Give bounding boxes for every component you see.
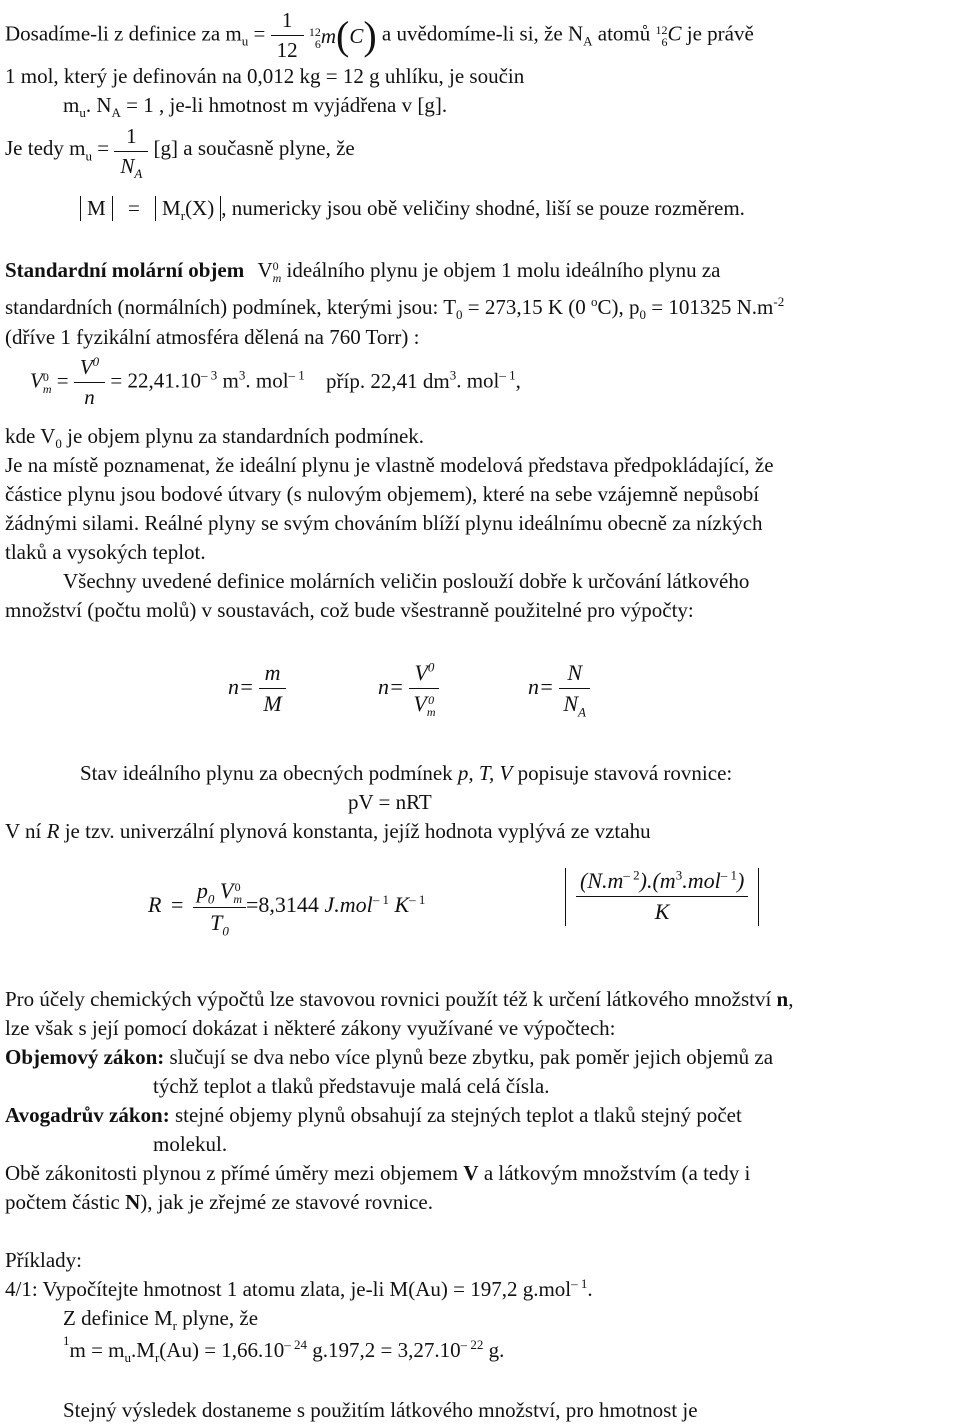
formula-n-particles: n= $\frac{N}{N_A}$ — [528, 660, 590, 718]
laws-line-2: lze však s její pomocí dokázat i některé zákony využívané ve výpočtech: — [5, 1016, 616, 1040]
example-step-2: $^1m = m_u.M_r(Au) = 1,66.10^{- 24}$ $g.197,2 = 3,27.10^{- 22}$ g. — [63, 1333, 505, 1366]
text: a uvědomíme-li si, že N — [381, 21, 584, 46]
intro-line-3: $m_u$. $N_A = 1$ , je-li hmotnost m vyjádřena v [g]. — [63, 93, 448, 121]
fraction: $\frac{V^0}{n}$ — [74, 355, 105, 410]
isotope-numbers: 12 6 — [655, 22, 668, 49]
text: Dosadíme-li z definice za m — [5, 21, 242, 46]
subscript: u — [241, 33, 249, 49]
intro-line-5: $M = M_r(X)$ , numericky jsou obě veličiny shodné, liší se pouze rozměrem. — [80, 196, 745, 221]
ideal-line-3: žádnými silami. Reálné plyny se svým chováním blíží plynu ideálnímu obecně za nízkých — [5, 511, 763, 535]
text: atomů — [592, 21, 656, 46]
example-last-line: Stejný výsledek dostaneme s použitím látkového množství, pro hmotnost je — [63, 1398, 698, 1422]
text: je právě — [681, 21, 754, 46]
state-equation: pV = nRT — [348, 790, 432, 814]
example-4-1: 4/1: Vypočítejte hmotnost 1 atomu zlata, je-li M(Au) = 197,2 g.mol$^{- 1}$. — [5, 1276, 593, 1301]
state-line-1: Stav ideálního plynu za obecných podmínek p, T, V popisuje stavová rovnice: — [80, 761, 733, 785]
fraction: $\frac{1}{12}$ — [271, 8, 304, 63]
ideal-line-5: Všechny uvedené definice molárních veličin poslouží dobře k určování látkového — [63, 569, 750, 593]
intro-line-4: Je tedy $m_u$ = $\frac{1}{N_A}$ [g] a současně plyne, že — [5, 124, 355, 182]
molar-line-1: Standardní molární objem V0 m ideálního plynu je objem 1 molu ideálního plynu za — [5, 258, 721, 286]
avogadro-law: Avogadrův zákon: stejné objemy plynů obsahují za stejných teplot a tlaků stejný počet — [5, 1103, 742, 1127]
molar-volume-title: Standardní molární objem — [5, 258, 245, 282]
ideal-line-2: částice plynu jsou bodové útvary (s nulovým objemem), které na sebe vzájemně nepůsobí — [5, 482, 760, 506]
abs-M: M — [80, 196, 113, 221]
examples-title: Příklady: — [5, 1248, 82, 1272]
isotope-expression: 12 6m(C) — [308, 12, 377, 58]
abs-Mr: $M_r(X)$ — [155, 196, 221, 221]
state-line-3: V ní R je tzv. univerzální plynová konstanta, jejíž hodnota vyplývá ze vztahu — [5, 819, 651, 843]
ideal-line-4: tlaků a vysokých teplot. — [5, 540, 206, 564]
formula-n-mass: n= $\frac{m}{M}$ — [228, 660, 286, 718]
formula-n-volume: n= $V^0$ V0 m — [378, 660, 439, 718]
avogadro-law-title: Avogadrův zákon: — [5, 1103, 170, 1127]
laws-both-1: Obě zákonitosti plynou z přímé úměry mezi objemem V a látkovým množstvím (a tedy i — [5, 1161, 751, 1185]
avogadro-law-cont: molekul. — [153, 1132, 228, 1156]
gas-constant-formula: R = $p_0$ V0 m $T_0$ =8,3144 J.mol$^{- 1}$ $K^{- 1}$ — [148, 878, 426, 939]
molar-line-5: kde $V_0$ je objem plynu za standardních podmínek. — [5, 424, 425, 452]
molar-line-3: (dříve 1 fyzikální atmosféra dělená na 760 Torr) : — [5, 325, 420, 349]
example-step-1: Z definice $M_r$ plyne, že — [63, 1306, 259, 1334]
text: = — [248, 21, 266, 46]
fraction: $\frac{1}{N_A}$ — [114, 124, 148, 179]
intro-line-1: Dosadíme-li z definice za $m_u$ = $\frac{1}{12}$ 12 6m(C) a uvědomíme-li si, že $N_A$ atomů 12 6C je právě — [5, 8, 754, 63]
unit-bracket: $(N.m^{- 2}).(m^3.mol^{- 1})$ K — [565, 868, 759, 926]
ideal-line-1: Je na místě poznamenat, že ideální plynu je vlastně modelová představa předpokládající, že — [5, 453, 774, 477]
laws-both-2: počtem částic N), jak je zřejmé ze stavové rovnice. — [5, 1190, 433, 1214]
volume-law: Objemový zákon: slučují se dva nebo více plynů beze zbytku, pak poměr jejich objemů za — [5, 1045, 774, 1069]
gas-constant-units — [565, 868, 759, 926]
laws-line-1: Pro účely chemických výpočtů lze stavovou rovnici použít též k určení látkového množství n, — [5, 987, 794, 1011]
molar-equation: V0 m = $\frac{V^0}{n}$ = $22,41.10^{- 3}$ $m^3$. mol$^{- 1}$ příp. 22,41 $dm^3$. mol$^{- 1}$, — [30, 354, 521, 410]
intro-line-2: 1 mol, který je definován na 0,012 kg = 12 g uhlíku, je součin — [5, 64, 525, 88]
volume-law-cont: týchž teplot a tlaků představuje malá celá čísla. — [153, 1074, 550, 1098]
molar-line-2: standardních (normálních) podmínek, kterými jsou: $T_0 = 273,15$ K (0 $^o$C), $p_0 = 101325$ $N.m^{-2}$ — [5, 294, 785, 323]
ideal-line-6: množství (počtu molů) v soustavách, což bude všestranně použitelné pro výpočty: — [5, 598, 694, 622]
volume-law-title: Objemový zákon: — [5, 1045, 165, 1069]
